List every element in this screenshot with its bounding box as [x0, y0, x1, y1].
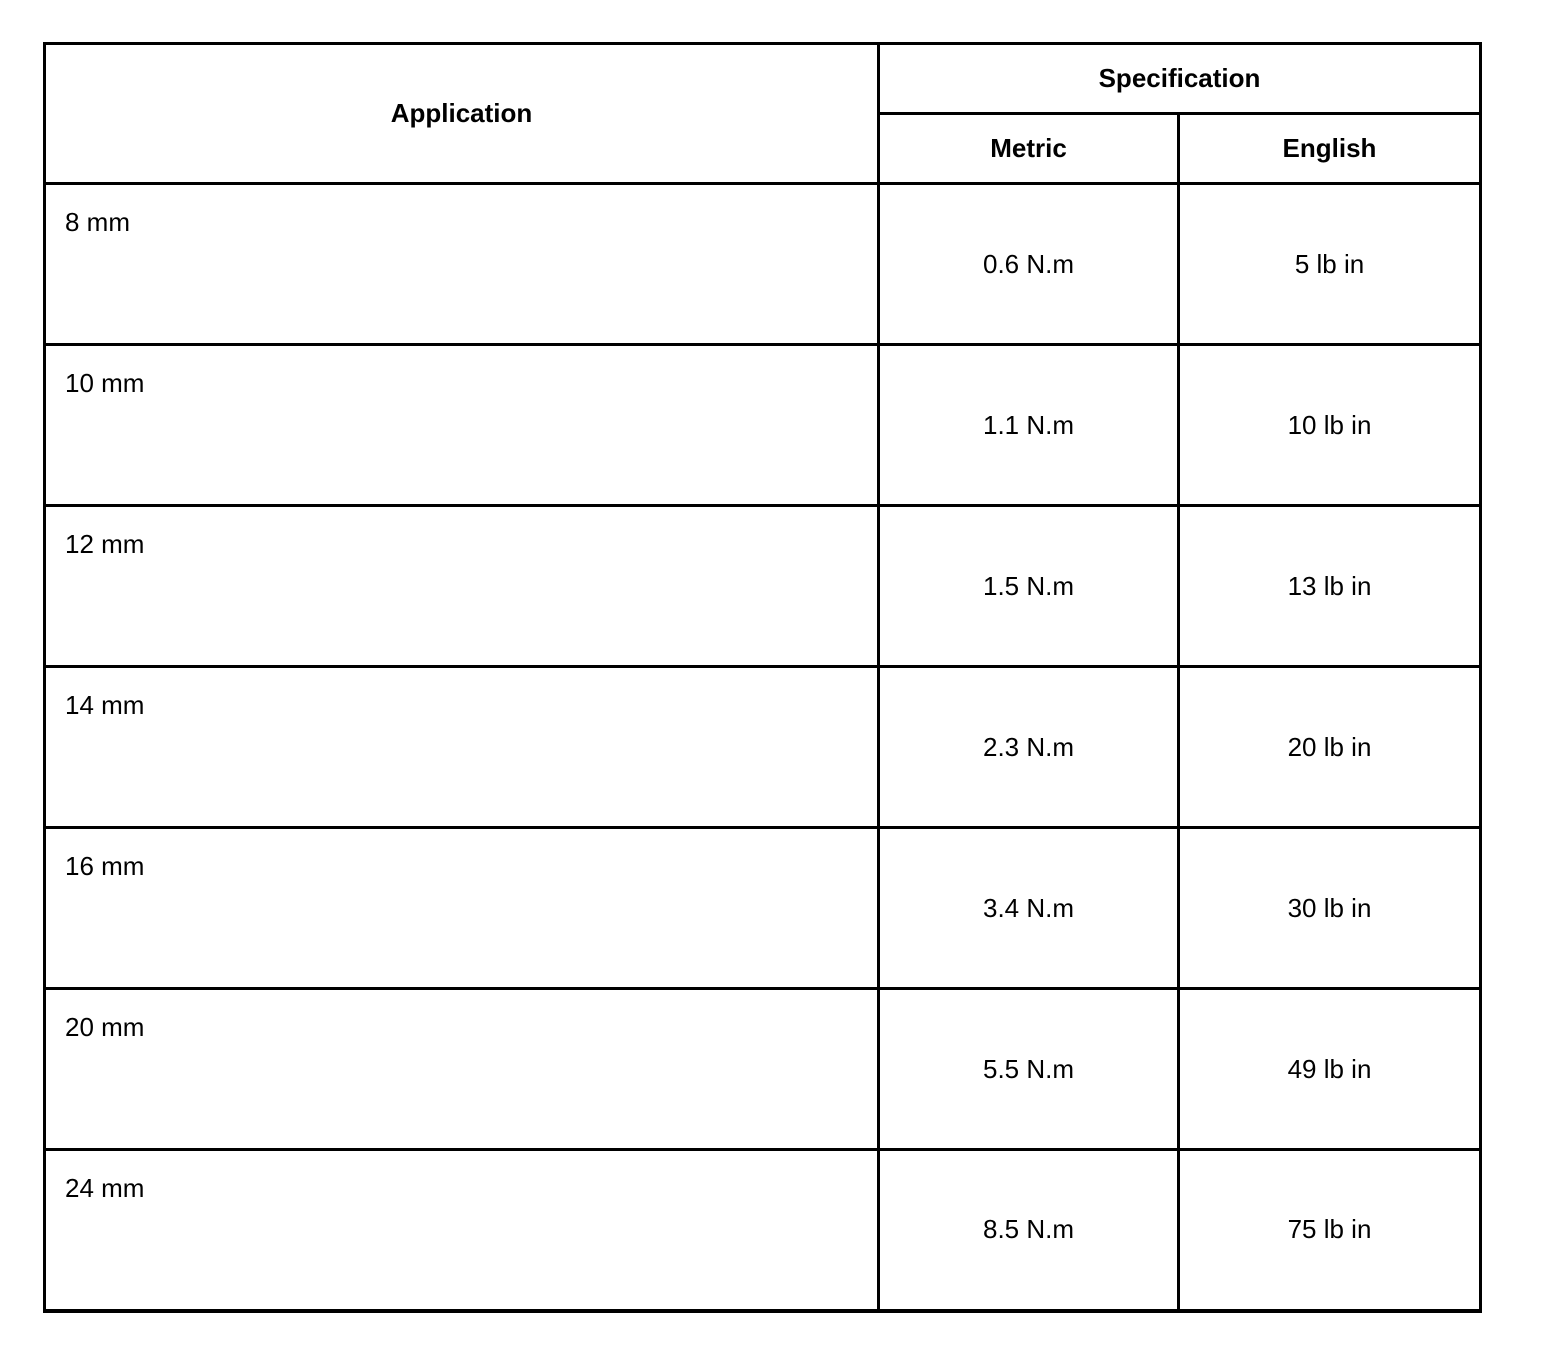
cell-english: 75 lb in: [1179, 1150, 1481, 1311]
table-row: [45, 506, 1481, 667]
cell-metric: 0.6 N.m: [879, 184, 1179, 345]
cell-metric: 2.3 N.m: [879, 667, 1179, 828]
cell-metric: 5.5 N.m: [879, 989, 1179, 1150]
cell-english: 13 lb in: [1179, 506, 1481, 667]
cell-english: 10 lb in: [1179, 345, 1481, 506]
table-row: [45, 989, 1481, 1150]
application-label: 20 mm: [65, 1012, 145, 1042]
torque-spec-table: [43, 42, 1482, 1313]
table-row: [45, 828, 1481, 989]
cell-metric: 1.1 N.m: [879, 345, 1179, 506]
cell-application: [45, 989, 879, 1150]
cell-metric: 3.4 N.m: [879, 828, 1179, 989]
cell-application: [45, 184, 879, 345]
cell-application: [45, 506, 879, 667]
table-row: [45, 184, 1481, 345]
cell-metric: 8.5 N.m: [879, 1150, 1179, 1311]
table-row: [45, 1150, 1481, 1311]
cell-english: 20 lb in: [1179, 667, 1481, 828]
cell-application: [45, 1150, 879, 1311]
header-specification: Specification: [879, 44, 1481, 114]
application-label: 12 mm: [65, 529, 145, 559]
header-english: English: [1179, 114, 1481, 184]
application-label: 10 mm: [65, 368, 145, 398]
header-application: Application: [45, 44, 879, 184]
cell-application: [45, 828, 879, 989]
application-label: 24 mm: [65, 1173, 145, 1203]
table-row: [45, 345, 1481, 506]
application-label: 16 mm: [65, 851, 145, 881]
cell-english: 5 lb in: [1179, 184, 1481, 345]
cell-application: [45, 667, 879, 828]
header-row-top: [45, 44, 1481, 114]
header-metric: Metric: [879, 114, 1179, 184]
cell-application: [45, 345, 879, 506]
cell-english: 30 lb in: [1179, 828, 1481, 989]
cell-english: 49 lb in: [1179, 989, 1481, 1150]
application-label: 8 mm: [65, 207, 130, 237]
application-label: 14 mm: [65, 690, 145, 720]
cell-metric: 1.5 N.m: [879, 506, 1179, 667]
table-row: [45, 667, 1481, 828]
